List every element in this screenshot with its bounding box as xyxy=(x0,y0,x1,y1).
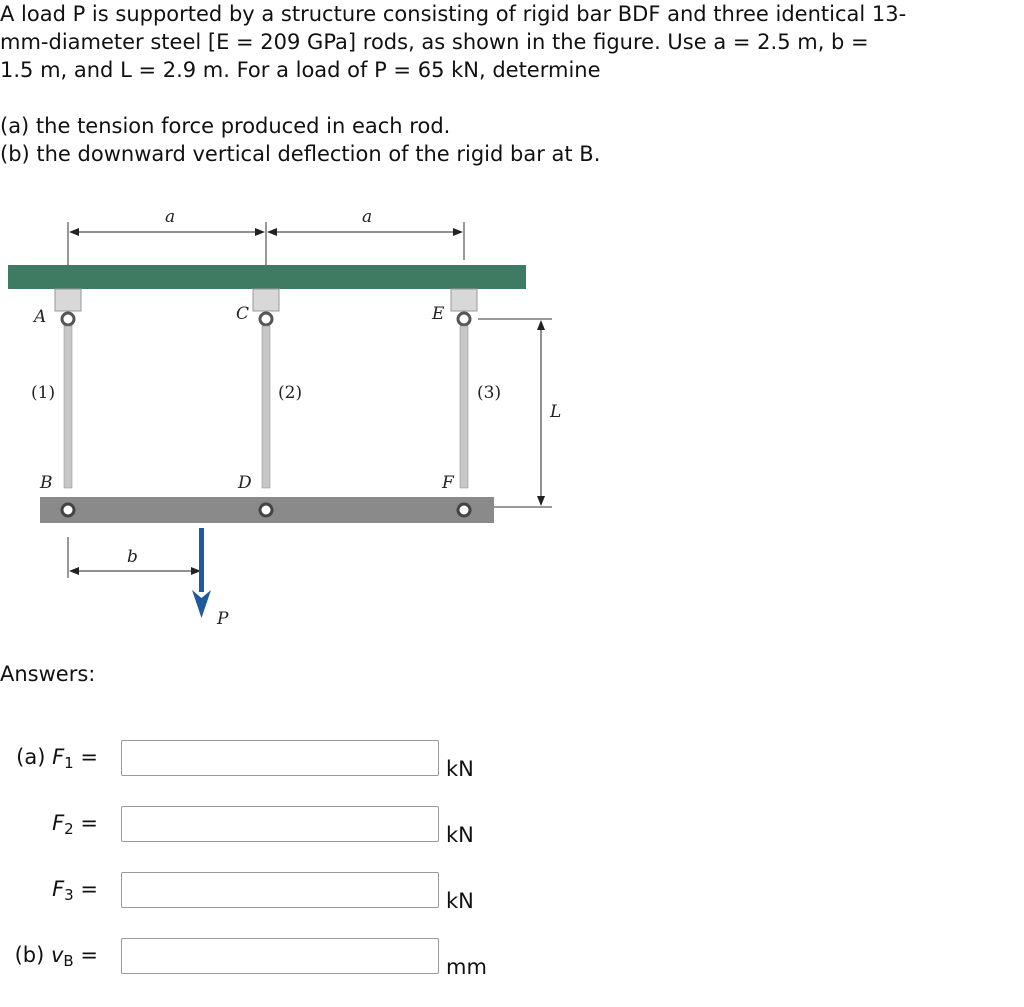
load-arrow-head xyxy=(192,590,211,618)
problem-line-3: 1.5 m, and L = 2.9 m. For a load of P = 65 kN, determine xyxy=(0,58,601,82)
answer-row-f3 xyxy=(0,872,600,912)
structure-diagram xyxy=(0,200,600,640)
bar-label-f: F xyxy=(442,473,454,493)
pin-b xyxy=(62,504,74,516)
dim-a-label-1: a xyxy=(165,207,176,227)
load-label: P xyxy=(217,609,229,629)
part-b-text: (b) the downward vertical deflection of the rigid bar at B. xyxy=(0,142,601,166)
answer-row-f2 xyxy=(0,806,600,846)
problem-line-2: mm-diameter steel [E = 209 GPa] rods, as shown in the figure. Use a = 2.5 m, b = xyxy=(0,30,869,54)
rod-2 xyxy=(262,326,270,488)
structure-figure xyxy=(0,200,600,640)
answer-row-vb xyxy=(0,938,600,978)
dim-a-label-2: a xyxy=(362,207,373,227)
rod-label-2: (2) xyxy=(278,383,303,403)
rod-label-1: (1) xyxy=(31,383,56,403)
dim-L-label: L xyxy=(550,402,562,422)
answer-row-f1 xyxy=(0,740,600,780)
answer-unit-f1: kN xyxy=(446,757,474,781)
pin-label-c: C xyxy=(236,304,250,324)
answer-unit-vb: mm xyxy=(446,955,487,979)
rod-1 xyxy=(64,326,72,488)
dim-b-label: b xyxy=(127,547,138,567)
rod-label-3: (3) xyxy=(477,383,502,403)
bar-label-b: B xyxy=(40,473,53,493)
answer-input-f3[interactable] xyxy=(121,872,439,908)
pin-bracket-e xyxy=(451,289,477,325)
answers-heading: Answers: xyxy=(0,662,96,686)
pin-d xyxy=(260,504,272,516)
rod-3 xyxy=(460,326,468,488)
answer-input-f2[interactable] xyxy=(121,806,439,842)
answer-label-vb: (b) $v_B$ = xyxy=(14,943,98,970)
top-beam xyxy=(8,265,526,289)
problem-line-1: A load P is supported by a structure consisting of rigid bar BDF and three identical 13- xyxy=(0,2,907,26)
answer-label-f2: $F_2$ = xyxy=(52,811,98,838)
bar-label-d: D xyxy=(238,473,252,493)
pin-f xyxy=(458,504,470,516)
pin-label-a: A xyxy=(34,307,47,327)
answer-label-f3: $F_3$ = xyxy=(52,877,98,904)
answer-label-f1: (a) $F_1$ = xyxy=(16,745,98,772)
answer-input-f1[interactable] xyxy=(121,740,439,776)
answer-unit-f2: kN xyxy=(446,823,474,847)
part-a-text: (a) the tension force produced in each rod. xyxy=(0,114,451,138)
problem-statement xyxy=(0,0,1020,168)
answer-unit-f3: kN xyxy=(446,889,474,913)
pin-bracket-a xyxy=(55,289,81,325)
answer-input-vb[interactable] xyxy=(121,938,439,974)
pin-label-e: E xyxy=(432,304,445,324)
pin-bracket-c xyxy=(253,289,279,325)
load-arrow-shaft xyxy=(199,528,204,592)
